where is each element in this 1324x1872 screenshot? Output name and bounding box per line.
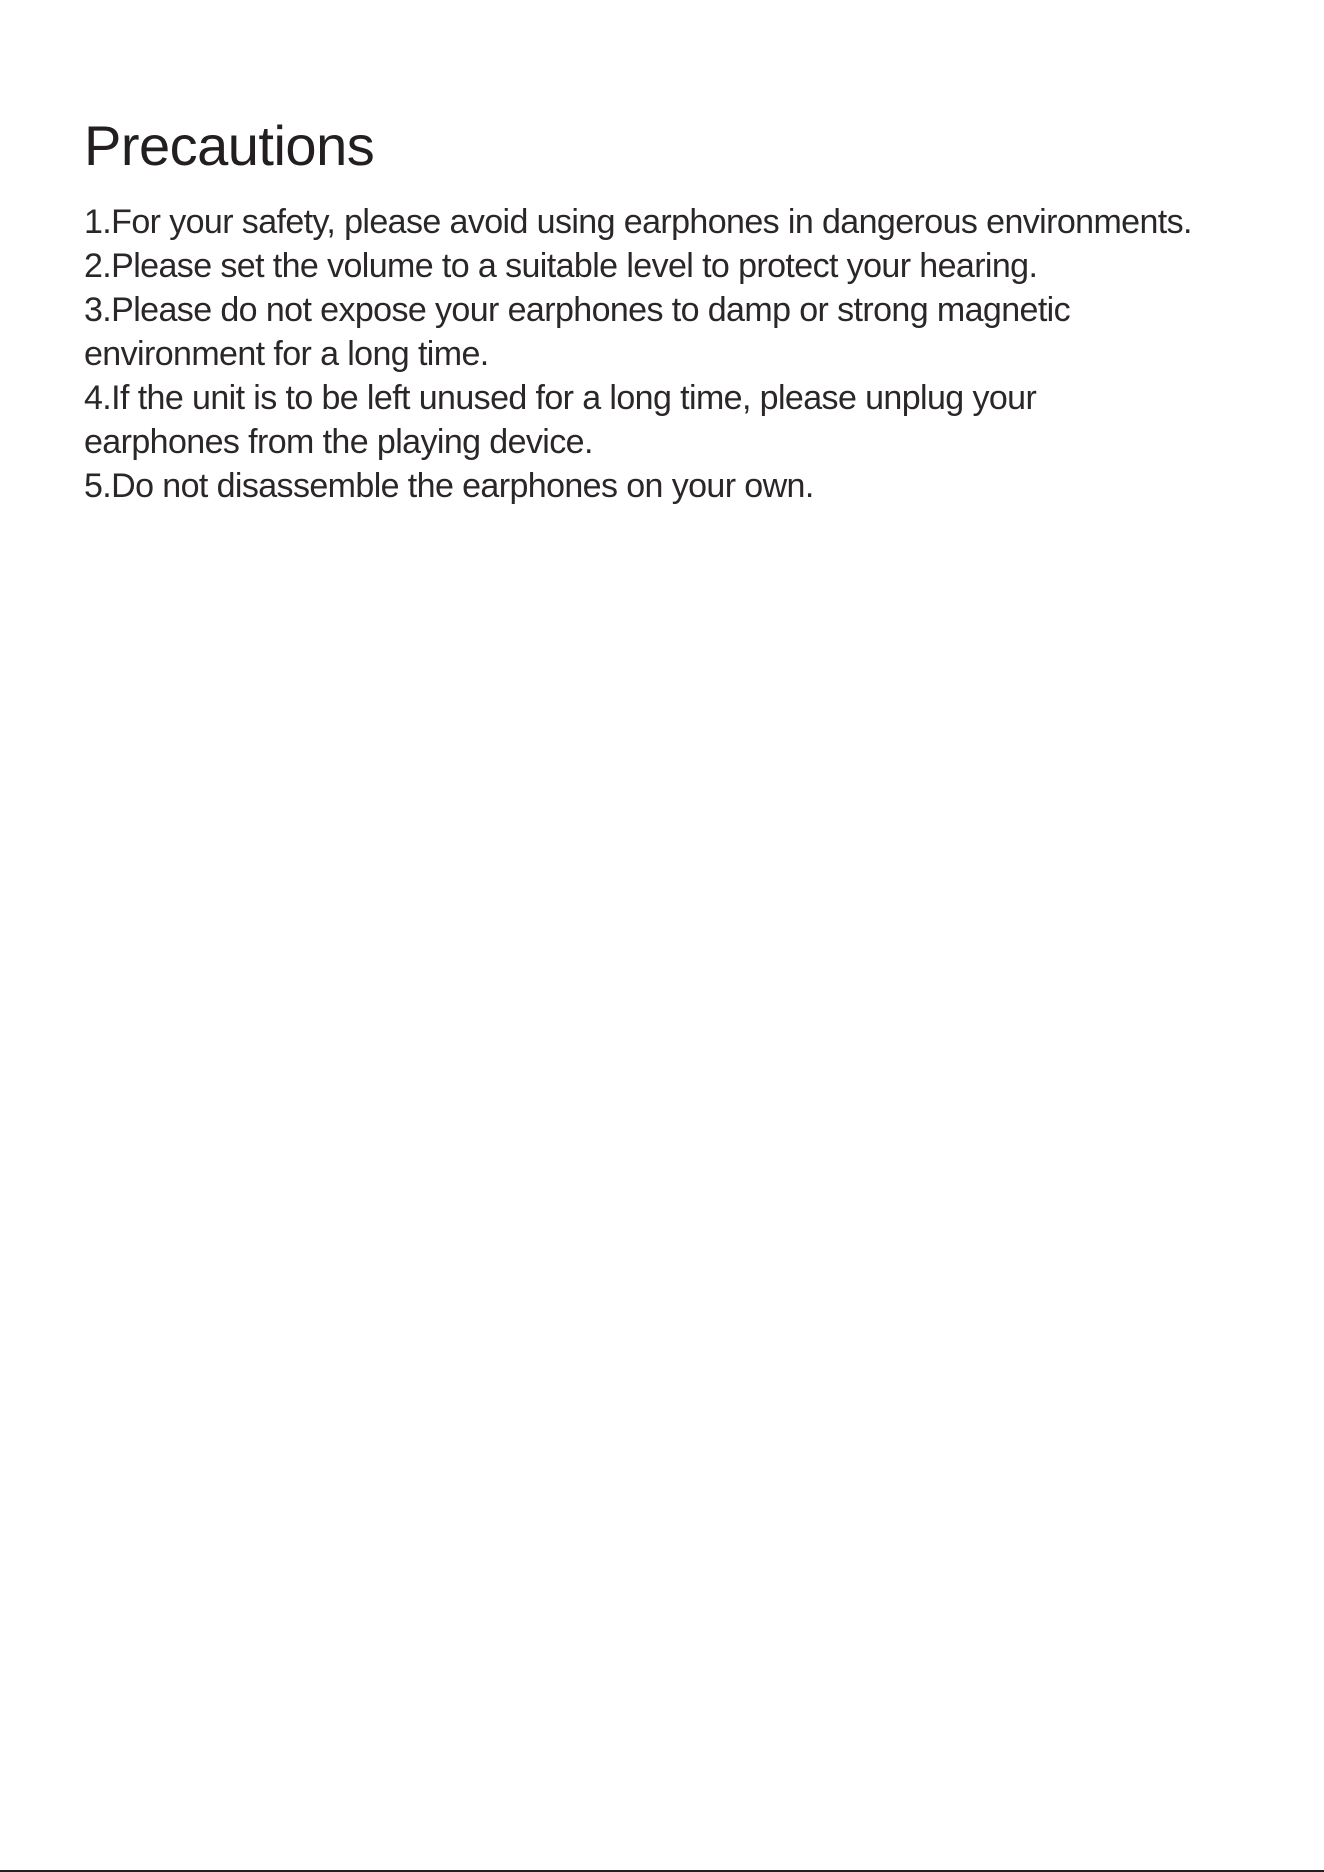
precaution-item-3: 3.Please do not expose your earphones to damp or strong magnetic environment for a long time. — [84, 291, 1071, 373]
precaution-item-1: 1.For your safety, please avoid using earphones in dangerous environments. — [84, 203, 1192, 241]
precautions-section — [84, 110, 1284, 508]
precaution-item-2: 2.Please set the volume to a suitable level to protect your hearing. — [84, 247, 1038, 285]
precaution-item-4: 4.If the unit is to be left unused for a long time, please unplug your earphones from the playing device. — [84, 379, 1037, 461]
precaution-item-5: 5.Do not disassemble the earphones on your own. — [84, 467, 814, 505]
page-title: Precautions — [84, 114, 375, 177]
precautions-list — [84, 200, 1284, 508]
